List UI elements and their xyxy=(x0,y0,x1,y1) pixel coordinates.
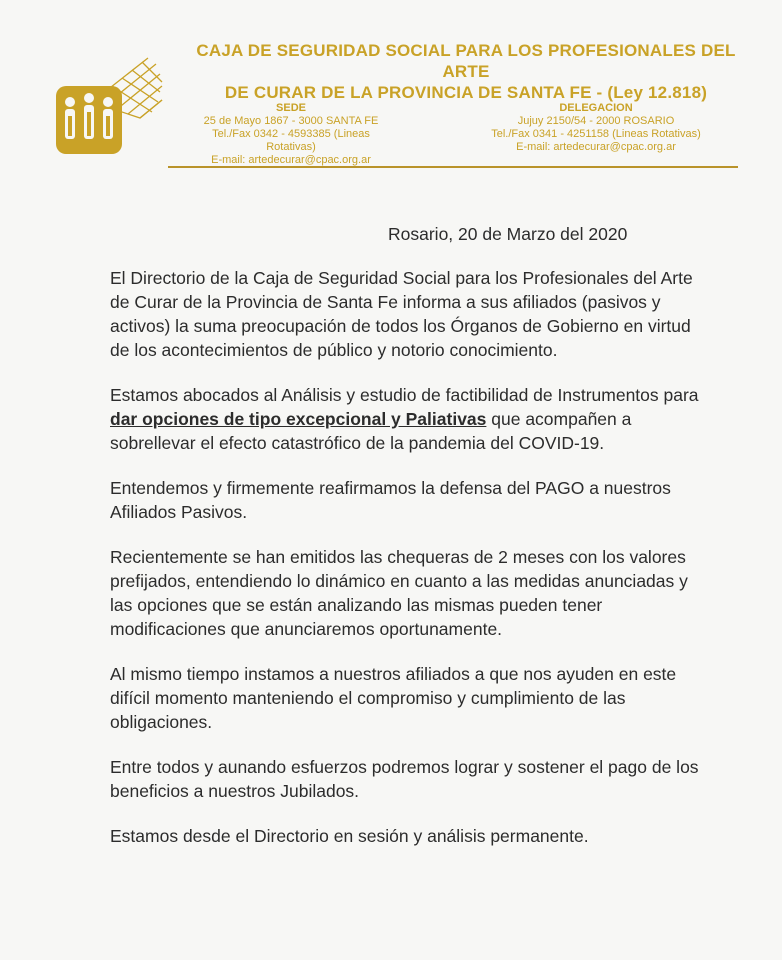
paragraph-7: Estamos desde el Directorio en sesión y análisis permanente. xyxy=(110,826,589,846)
paragraph-3: Entendemos y firmemente reafirmamos la defensa del PAGO a nuestros Afiliados Pasivos. xyxy=(110,478,671,522)
delegacion-heading: DELEGACION xyxy=(559,102,633,114)
caja-logo-icon xyxy=(52,52,164,158)
letter-body xyxy=(110,266,710,869)
institution-title-line-2: DE CURAR DE LA PROVINCIA DE SANTA FE - (Ley 12.818) xyxy=(224,83,708,102)
institution-title xyxy=(186,40,746,103)
delegacion-block xyxy=(486,102,706,154)
paragraph-2-emphasis: dar opciones de tipo excepcional y Paliativas xyxy=(110,409,487,429)
letter-date: Rosario, 20 de Marzo del 2020 xyxy=(388,224,628,244)
paragraph-4: Recientemente se han emitidos las chequeras de 2 meses con los valores prefijados, entendiendo lo dinámico en cuanto a las medidas anunciadas y las opciones que se están analizando las mismas pueden tener modificaciones que anunciaremos oportunamente. xyxy=(110,547,688,639)
sede-heading: SEDE xyxy=(276,102,306,114)
delegacion-phone: Tel./Fax 0341 - 4251158 (Lineas Rotativas) xyxy=(491,128,701,140)
sede-address: 25 de Mayo 1867 - 3000 SANTA FE xyxy=(203,115,379,127)
paragraph-2 xyxy=(110,383,710,455)
letterhead-divider xyxy=(168,166,738,168)
paragraph-5: Al mismo tiempo instamos a nuestros afiliados a que nos ayuden en este difícil momento manteniendo el compromiso y cumplimiento de las obligaciones. xyxy=(110,664,677,732)
sede-block xyxy=(196,102,386,167)
sede-email: E-mail: artedecurar@cpac.org.ar xyxy=(211,154,371,166)
paragraph-2-end: que acompañen a sobrellevar el efecto catastrófico de la pandemia del COVID-19. xyxy=(110,409,632,453)
paragraph-2-start: Estamos abocados al Análisis y estudio de factibilidad de Instrumentos para xyxy=(110,385,699,405)
delegacion-email: E-mail: artedecurar@cpac.org.ar xyxy=(516,141,676,153)
delegacion-address: Jujuy 2150/54 - 2000 ROSARIO xyxy=(517,115,675,127)
institution-title-line-1: CAJA DE SEGURIDAD SOCIAL PARA LOS PROFESIONALES DEL ARTE xyxy=(196,41,736,81)
paragraph-1: El Directorio de la Caja de Seguridad Social para los Profesionales del Arte de Curar de la Provincia de Santa Fe informa a sus afiliados (pasivos y activos) la suma preocupación de todos los Órganos de Gobierno en virtud de los acontecimientos de público y notorio conocimiento. xyxy=(110,268,693,360)
sede-phone: Tel./Fax 0342 - 4593385 (Lineas Rotativas) xyxy=(212,128,370,153)
paragraph-6: Entre todos y aunando esfuerzos podremos lograr y sostener el pago de los beneficios a nuestros Jubilados. xyxy=(110,757,699,801)
